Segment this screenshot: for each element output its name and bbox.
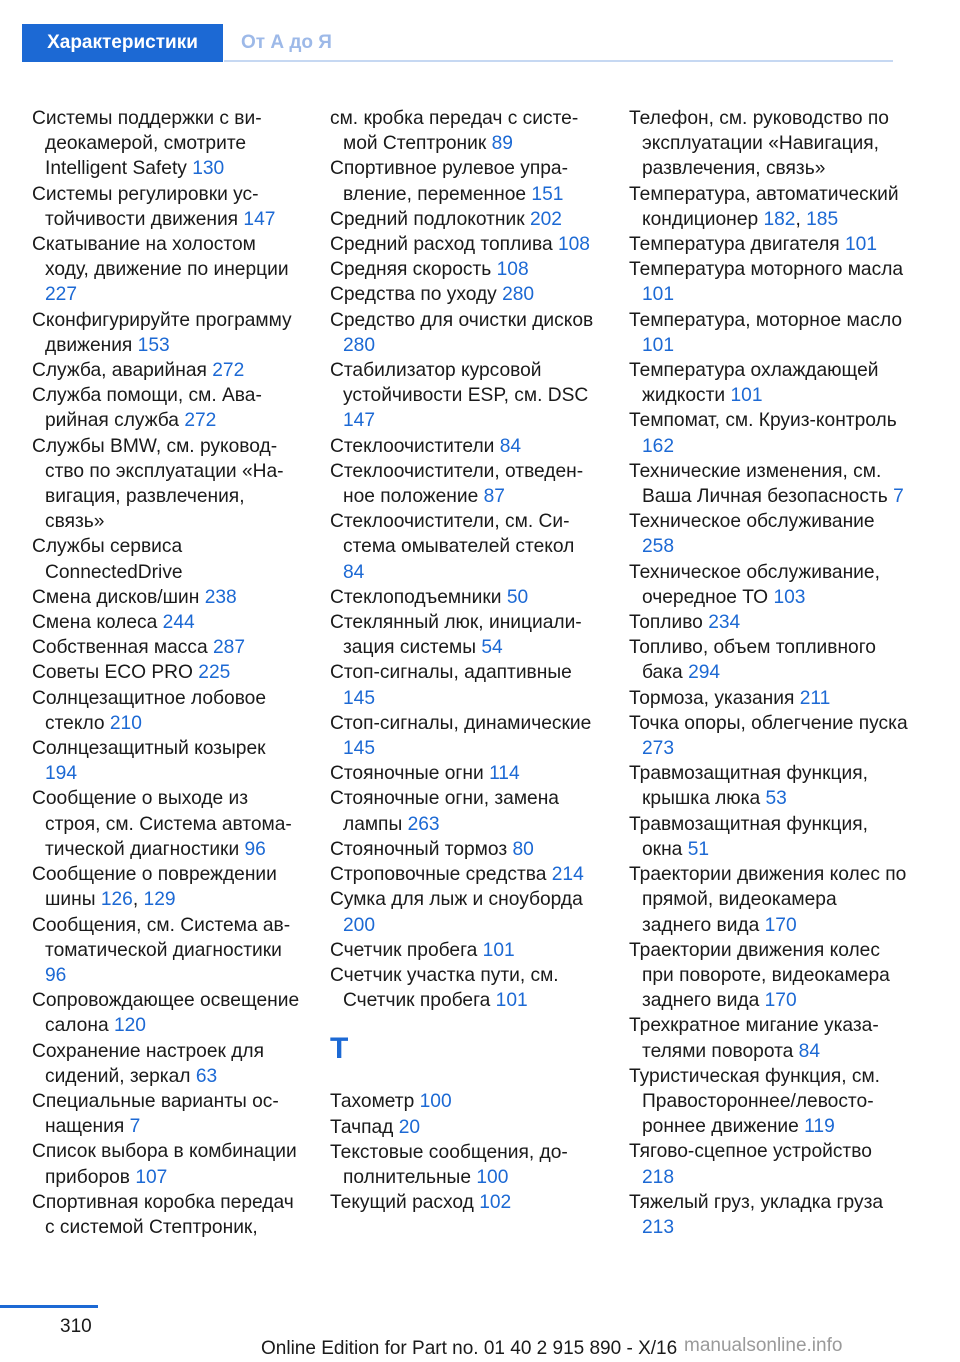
section-letter-t: Т bbox=[330, 1032, 349, 1066]
entry-term: Темпомат, см. Круиз-контроль bbox=[629, 410, 897, 432]
entry-term: Стеклоочистители, см. Система омывателей стекол bbox=[330, 511, 575, 558]
index-entry: Температура, автоматический кондиционер 182, 185 bbox=[629, 183, 899, 230]
header-divider bbox=[224, 60, 893, 62]
page-reference-link[interactable]: 114 bbox=[489, 763, 520, 785]
watermark: manualsonline.info bbox=[684, 1335, 843, 1356]
page-reference-link[interactable]: 50 bbox=[506, 586, 529, 608]
entry-term: Службы сервиса ConnectedDrive bbox=[32, 536, 183, 583]
index-entry bbox=[32, 736, 300, 786]
page-reference-link[interactable]: 101 bbox=[730, 385, 763, 407]
entry-term: Спортивная коробка передач с системой Стептроник, bbox=[32, 1191, 294, 1238]
entry-term: Сообщения, см. Система автоматической диагностики bbox=[32, 914, 291, 961]
entry-term: Стеклоочистители, отведенное положение bbox=[330, 460, 584, 508]
page-reference-link[interactable]: 100 bbox=[476, 1166, 509, 1188]
entry-term: Траектории движения колес по прямой, видеокамера заднего вида bbox=[629, 864, 907, 936]
page-reference-link[interactable]: 202 bbox=[529, 208, 562, 230]
index-entry bbox=[629, 408, 909, 458]
entry-term: Счетчик пробега bbox=[330, 939, 478, 961]
entry-term: Сообщение о повреждении шины bbox=[32, 864, 277, 911]
page-reference-link[interactable]: 280 bbox=[343, 334, 376, 356]
index-entry bbox=[629, 1064, 909, 1140]
index-entry bbox=[330, 509, 600, 585]
page-reference-link[interactable]: 103 bbox=[773, 586, 806, 608]
index-entry bbox=[32, 308, 300, 358]
page-reference-link[interactable]: 101 bbox=[495, 990, 528, 1012]
index-entry bbox=[629, 358, 909, 408]
index-entry bbox=[330, 207, 600, 232]
page-reference-link[interactable]: 130 bbox=[192, 158, 225, 180]
entry-term: Сохранение настроек для сидений, зеркал bbox=[32, 1040, 265, 1087]
index-column-3 bbox=[629, 106, 909, 1240]
index-entry bbox=[629, 711, 909, 761]
page-reference-link[interactable]: 108 bbox=[496, 259, 529, 281]
index-entry bbox=[330, 761, 600, 786]
index-entry bbox=[629, 106, 909, 182]
page-reference-link[interactable]: 153 bbox=[137, 334, 170, 356]
index-entry bbox=[629, 610, 909, 635]
entry-term: Стабилизатор курсовой устойчивости ESP, см. DSC bbox=[330, 360, 589, 407]
index-column-1 bbox=[32, 106, 300, 1240]
page-reference-link[interactable]: 89 bbox=[491, 133, 513, 155]
index-entry bbox=[629, 232, 909, 257]
index-entry bbox=[32, 383, 300, 433]
page-reference-link[interactable]: 145 bbox=[343, 738, 376, 760]
entry-term: Скатывание на холостом ходу, движение по инерции bbox=[32, 234, 289, 281]
index-entry bbox=[32, 1089, 300, 1139]
entry-term: Сообщение о выходе из строя, см. Система автоматической диагностики bbox=[32, 788, 292, 860]
entry-term: Смена колеса bbox=[32, 612, 158, 634]
index-entry bbox=[32, 434, 300, 535]
index-entry bbox=[32, 1190, 300, 1240]
page-reference-link[interactable]: 96 bbox=[45, 964, 67, 986]
entry-term: Список выбора в комбинации приборов bbox=[32, 1141, 297, 1188]
index-entry bbox=[629, 1139, 909, 1189]
index-entry bbox=[32, 358, 300, 383]
entry-term: Служба, аварийная bbox=[32, 360, 207, 382]
entry-term: Стеклянный люк, инициализация системы bbox=[330, 612, 582, 659]
index-entry bbox=[629, 1013, 909, 1063]
page-reference-link[interactable]: 102 bbox=[479, 1192, 512, 1214]
entry-term: см. кробка передач с системой Стептроник bbox=[330, 108, 579, 155]
index-entry bbox=[330, 358, 600, 434]
edition-note: Online Edition for Part no. 01 40 2 915 890 - X/16 bbox=[261, 1338, 678, 1359]
page-reference-link[interactable]: 294 bbox=[688, 662, 721, 684]
entry-term: Служба помощи, см. Аварийная служба bbox=[32, 385, 262, 432]
index-entry bbox=[629, 686, 909, 711]
entry-term: Технические изменения, см. Ваша Личная безопасность bbox=[629, 460, 888, 508]
index-entry bbox=[330, 837, 600, 862]
page-reference-link[interactable]: 200 bbox=[343, 914, 376, 936]
page-reference-link[interactable]: 84 bbox=[798, 1040, 820, 1062]
footer-divider bbox=[0, 1305, 98, 1308]
page-reference-link[interactable]: 101 bbox=[642, 334, 675, 356]
page-reference-link[interactable]: 147 bbox=[243, 208, 276, 230]
entry-term: Точка опоры, облегчение пуска bbox=[629, 712, 908, 734]
index-entry bbox=[32, 913, 300, 989]
index-entry bbox=[32, 988, 300, 1038]
page-reference-link[interactable]: 119 bbox=[804, 1116, 835, 1138]
page-reference-link[interactable]: 214 bbox=[551, 864, 584, 886]
entry-term: Стояночный тормоз bbox=[330, 838, 508, 860]
page-reference-link[interactable]: 100 bbox=[419, 1091, 452, 1113]
index-entry bbox=[330, 1089, 600, 1114]
page-reference-link[interactable]: 80 bbox=[512, 838, 534, 860]
index-column-2 bbox=[330, 106, 600, 1215]
entry-term: Стеклоподъемники bbox=[330, 586, 502, 608]
page-reference-link[interactable]: 107 bbox=[135, 1166, 168, 1188]
index-entry bbox=[629, 257, 909, 307]
index-entry bbox=[629, 938, 909, 1014]
page-reference-link[interactable]: 185 bbox=[806, 208, 839, 230]
entry-term: Средний расход топлива bbox=[330, 234, 553, 256]
index-entry bbox=[629, 509, 909, 559]
entry-term: Сопровождающее освещение салона bbox=[32, 990, 300, 1037]
page-reference-link[interactable]: 54 bbox=[481, 637, 503, 659]
page-reference-link[interactable]: 84 bbox=[499, 435, 522, 457]
entry-term: Средства по уходу bbox=[330, 284, 497, 306]
entry-term: Стеклоочистители bbox=[330, 435, 495, 457]
page-reference-link[interactable]: 20 bbox=[398, 1116, 421, 1138]
page-reference-link[interactable]: 287 bbox=[212, 637, 245, 659]
entry-term: Стояночные огни bbox=[330, 763, 484, 785]
entry-term: Трехкратное мигание указателями поворота bbox=[629, 1015, 879, 1062]
page-reference-link[interactable]: 258 bbox=[642, 536, 675, 558]
index-entry bbox=[330, 232, 600, 257]
index-entry bbox=[330, 1140, 600, 1190]
page-reference-link[interactable]: 87 bbox=[483, 486, 505, 508]
entry-term: Тачпад bbox=[330, 1116, 394, 1138]
page-reference-link[interactable]: 151 bbox=[531, 183, 564, 205]
entry-term: Травмозащитная функция, окна bbox=[629, 813, 868, 860]
entry-term: Собственная масса bbox=[32, 637, 208, 659]
index-entry bbox=[629, 761, 909, 811]
page-reference-link[interactable]: 101 bbox=[845, 234, 878, 256]
index-entry bbox=[330, 711, 600, 761]
index-entry bbox=[32, 686, 300, 736]
page-reference-link[interactable]: 272 bbox=[184, 410, 217, 432]
page-reference-link[interactable]: 170 bbox=[764, 914, 797, 936]
index-entry bbox=[32, 610, 300, 635]
index-entry bbox=[32, 660, 300, 685]
index-entry: Сообщение о повреждении шины 126, 129 bbox=[32, 864, 277, 911]
entry-term: Траектории движения колес при повороте, видеокамера заднего вида bbox=[629, 939, 890, 1012]
page-reference-link[interactable]: 182 bbox=[763, 208, 796, 230]
index-entry bbox=[629, 1190, 909, 1240]
page-reference-link[interactable]: 273 bbox=[642, 738, 675, 760]
index-entry bbox=[330, 459, 600, 509]
page-reference-link[interactable]: 126 bbox=[100, 889, 133, 911]
page-reference-link[interactable]: 63 bbox=[195, 1065, 218, 1087]
entry-term: Тахометр bbox=[330, 1091, 415, 1113]
tab-characteristics[interactable]: Характеристики bbox=[22, 24, 223, 62]
entry-term: Стоп-сигналы, адаптивные bbox=[330, 662, 572, 684]
page-reference-link[interactable]: 120 bbox=[113, 1015, 146, 1037]
page-reference-link[interactable]: 53 bbox=[765, 788, 787, 810]
entry-term: Текущий расход bbox=[330, 1192, 474, 1214]
entry-term: Смена дисков/шин bbox=[32, 586, 200, 608]
page-reference-link[interactable]: 108 bbox=[557, 234, 590, 256]
index-entry bbox=[330, 434, 600, 459]
index-entry bbox=[330, 660, 600, 710]
page-reference-link[interactable]: 280 bbox=[502, 284, 535, 306]
index-entry bbox=[32, 635, 300, 660]
entry-term: Температура охлаждающей жидкости bbox=[629, 360, 879, 407]
entry-term: Травмозащитная функция, крышка люка bbox=[629, 763, 868, 810]
entry-term: Счетчик участка пути, см. Счетчик пробега bbox=[330, 964, 559, 1012]
page-reference-link[interactable]: 51 bbox=[687, 838, 710, 860]
page-reference-link[interactable]: 147 bbox=[343, 410, 376, 432]
index-entry bbox=[629, 635, 909, 685]
entry-term: Службы BMW, см. руководство по эксплуатации «Навигация, развлечения, связь» bbox=[32, 435, 284, 533]
index-entry bbox=[330, 887, 600, 937]
index-entry bbox=[629, 308, 909, 358]
index-entry bbox=[32, 232, 300, 308]
page-reference-link[interactable]: 263 bbox=[407, 813, 440, 835]
entry-term: Топливо bbox=[629, 612, 703, 634]
page-reference-link[interactable]: 244 bbox=[162, 612, 195, 634]
index-entry bbox=[330, 106, 600, 156]
entry-term: Туристическая функция, см. Правостороннее/левостороннее движение bbox=[629, 1065, 881, 1138]
index-entry bbox=[32, 1039, 300, 1089]
entry-term: Топливо, объем топливного бака bbox=[629, 637, 876, 684]
page-reference-link[interactable]: 84 bbox=[343, 561, 365, 583]
index-entry bbox=[32, 1139, 300, 1189]
index-entry bbox=[629, 812, 909, 862]
page-reference-link[interactable]: 272 bbox=[212, 360, 245, 382]
entry-term: Стояночные огни, замена лампы bbox=[330, 788, 559, 835]
page-reference-link[interactable]: 238 bbox=[204, 586, 237, 608]
index-entry bbox=[32, 786, 300, 862]
entry-term: Системы регулировки устойчивости движения bbox=[32, 183, 259, 230]
index-entry bbox=[330, 156, 600, 206]
page-reference-link[interactable]: 234 bbox=[708, 612, 741, 634]
index-entry bbox=[32, 182, 300, 232]
entry-term: Температура моторного масла bbox=[629, 259, 904, 281]
page-number: 310 bbox=[60, 1316, 92, 1337]
entry-term: Телефон, см. руководство по эксплуатации «Навигация, развлечения, связь» bbox=[629, 108, 889, 180]
entry-term: Тяжелый груз, укладка груза bbox=[629, 1191, 884, 1213]
page-reference-link[interactable]: 170 bbox=[764, 990, 797, 1012]
entry-term: Температура, автоматический кондиционер bbox=[629, 183, 899, 230]
page-reference-link[interactable]: 194 bbox=[45, 763, 78, 785]
index-entry bbox=[330, 963, 600, 1013]
header-tabs bbox=[0, 24, 893, 62]
index-entry bbox=[330, 308, 600, 358]
index-entry bbox=[330, 1115, 600, 1140]
index-entry bbox=[32, 585, 300, 610]
entry-term: Советы ECO PRO bbox=[32, 662, 193, 684]
page-reference-link[interactable]: 211 bbox=[799, 687, 831, 709]
page-reference-link[interactable]: 227 bbox=[45, 284, 78, 306]
page-reference-link[interactable]: 101 bbox=[642, 284, 675, 306]
entry-term: Текстовые сообщения, дополнительные bbox=[330, 1141, 568, 1188]
entry-term: Тягово-сцепное устройство bbox=[629, 1141, 872, 1163]
index-entry bbox=[629, 560, 909, 610]
entry-term: Спортивное рулевое управление, переменное bbox=[330, 158, 568, 205]
page-reference-link[interactable]: 213 bbox=[642, 1216, 675, 1238]
entry-term: Стоп-сигналы, динамические bbox=[330, 712, 592, 734]
entry-term: Средний подлокотник bbox=[330, 208, 525, 230]
page-reference-link[interactable]: 145 bbox=[343, 687, 376, 709]
index-entry bbox=[32, 106, 300, 182]
page-reference-link[interactable]: 7 bbox=[893, 486, 904, 508]
entry-term: Сконфигурируйте программу движения bbox=[32, 309, 292, 356]
entry-term: Специальные варианты оснащения bbox=[32, 1090, 279, 1138]
page-reference-link[interactable]: 129 bbox=[143, 889, 176, 911]
entry-term: Температура двигателя bbox=[629, 234, 840, 256]
entry-term: Температура, моторное масло bbox=[629, 309, 903, 331]
entry-term: Средняя скорость bbox=[330, 259, 492, 281]
index-entry bbox=[330, 585, 600, 610]
page-reference-link[interactable]: 162 bbox=[642, 435, 675, 457]
page-reference-link[interactable]: 101 bbox=[482, 939, 515, 961]
page-reference-link[interactable]: 225 bbox=[198, 662, 231, 684]
entry-term: Техническое обслуживание, очередное ТО bbox=[629, 561, 880, 608]
page-reference-link[interactable]: 7 bbox=[129, 1116, 141, 1138]
index-entry bbox=[330, 610, 600, 660]
section-t-entries bbox=[330, 1089, 600, 1215]
index-entry bbox=[330, 1190, 600, 1215]
entry-term: Тормоза, указания bbox=[629, 687, 795, 709]
index-entry bbox=[330, 257, 600, 282]
index-entry bbox=[629, 862, 909, 938]
page-reference-link[interactable]: 96 bbox=[244, 838, 266, 860]
entry-term: Сумка для лыж и сноуборда bbox=[330, 889, 583, 911]
entry-term: Техническое обслуживание bbox=[629, 511, 875, 533]
index-entry bbox=[330, 282, 600, 307]
page-reference-link[interactable]: 218 bbox=[642, 1166, 675, 1188]
index-entry bbox=[32, 534, 300, 584]
page-reference-link[interactable]: 210 bbox=[109, 712, 142, 734]
index-entry bbox=[330, 938, 600, 963]
entry-term: Строповочные средства bbox=[330, 864, 547, 886]
entry-term: Системы поддержки с видеокамерой, смотрите Intelligent Safety bbox=[32, 108, 262, 180]
index-entry bbox=[629, 459, 909, 509]
index-entry bbox=[330, 862, 600, 887]
entry-term: Солнцезащитный козырек bbox=[32, 738, 266, 760]
entry-term: Средство для очистки дисков bbox=[330, 309, 594, 331]
index-entry bbox=[330, 786, 600, 836]
entry-term: Солнцезащитное лобовое стекло bbox=[32, 687, 267, 734]
tab-a-to-z[interactable]: От А до Я bbox=[241, 32, 332, 53]
